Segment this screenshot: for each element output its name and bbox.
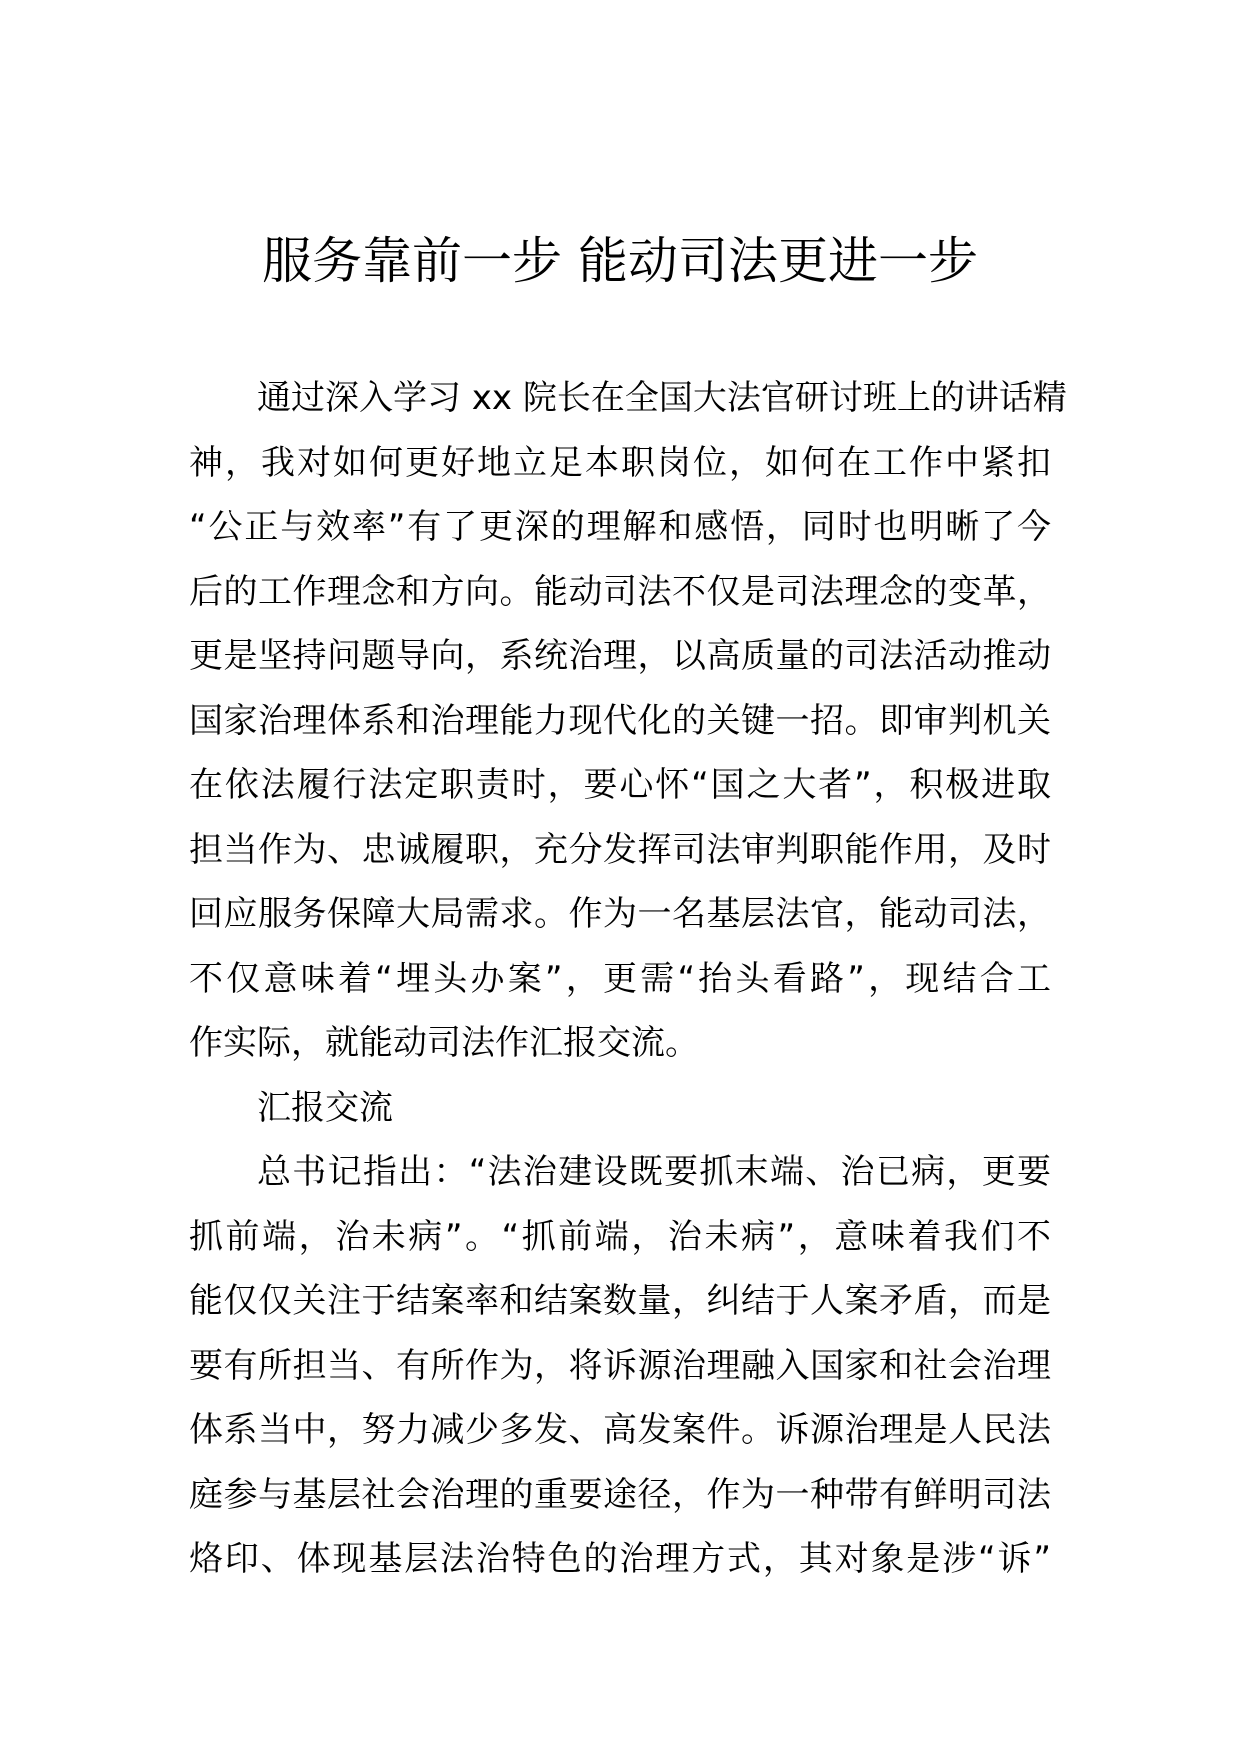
text-line: 担当作为、忠诚履职，充分发挥司法审判职能作用，及时: [189, 829, 1051, 870]
text-line: 能仅仅关注于结案率和结案数量，纠结于人案矛盾，而是: [189, 1281, 1051, 1321]
section-heading: [189, 1076, 1051, 1141]
text-line: 烙印、体现基层法治特色的治理方式，其对象是涉“诉”: [189, 1539, 1051, 1579]
text-line: 后的工作理念和方向。能动司法不仅是司法理念的变革，: [189, 571, 1051, 612]
paragraph-body: [189, 1140, 1051, 1592]
text-line: 庭参与基层社会治理的重要途径，作为一种带有鲜明司法: [189, 1474, 1051, 1515]
document-title: 服务靠前一步 能动司法更进一步: [262, 232, 978, 290]
text-line: 总书记指出：“法治建设既要抓末端、治已病，更要: [257, 1152, 1051, 1192]
text-line: “公正与效率”有了更深的理解和感悟，同时也明晰了今: [189, 507, 1051, 547]
text-line: 汇报交流: [257, 1087, 393, 1128]
text-line: 更是坚持问题导向，系统治理，以高质量的司法活动推动: [189, 636, 1051, 676]
text-line: 神，我对如何更好地立足本职岗位，如何在工作中紧扣: [189, 442, 1051, 483]
text-line: 不仅意味着“埋头办案”，更需“抬头看路”，现结合工: [189, 958, 1051, 999]
text-line: 要有所担当、有所作为，将诉源治理融入国家和社会治理: [189, 1345, 1051, 1386]
text-line: 作实际，就能动司法作汇报交流。: [189, 1023, 699, 1063]
text-line: 通过深入学习 xx 院长在全国大法官研讨班上的讲话精: [257, 378, 1067, 418]
text-line: 国家治理体系和治理能力现代化的关键一招。即审判机关: [189, 700, 1051, 741]
text-line: 抓前端，治未病”。“抓前端，治未病”，意味着我们不: [189, 1216, 1051, 1257]
paragraph-intro: [189, 366, 1067, 1076]
text-line: 回应服务保障大局需求。作为一名基层法官，能动司法，: [189, 894, 1051, 934]
text-line: 在依法履行法定职责时，要心怀“国之大者”，积极进取: [189, 765, 1051, 805]
text-line: 体系当中，努力减少多发、高发案件。诉源治理是人民法: [189, 1410, 1051, 1450]
document-body: [189, 366, 1067, 1592]
